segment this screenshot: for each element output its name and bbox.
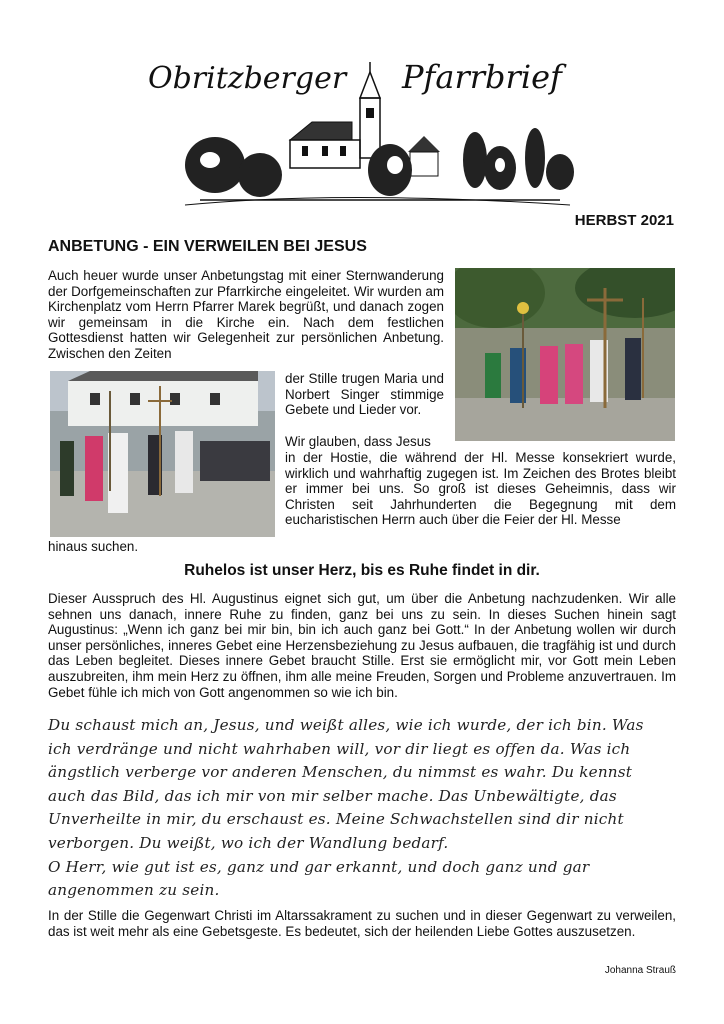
intro-paragraph-narrow: der Stille trugen Maria und Norbert Singer stimmige Gebete und Lieder vor. bbox=[285, 371, 444, 418]
prayer-line: auch das Bild, das ich mir von mir selber mache. Das Unbewältigte, das bbox=[48, 786, 617, 805]
author-signature: Johanna Strauß bbox=[604, 965, 676, 976]
masthead-title-left: Obritzberger bbox=[148, 61, 347, 96]
procession-photo-right bbox=[455, 268, 675, 441]
prayer-block bbox=[48, 714, 678, 903]
prayer-line: verborgen. Du weißt, wo ich der Wandlung bedarf. bbox=[48, 833, 449, 852]
section-subtitle: Ruhelos ist unser Herz, bis es Ruhe findet in dir. bbox=[184, 562, 540, 579]
procession-photo-left bbox=[50, 371, 275, 537]
prayer-line: angenommen zu sein. bbox=[48, 881, 220, 900]
closing-paragraph: In der Stille die Gegenwart Christi im Altarssakrament zu suchen und in dieser Gegenwart zu verweilen, das ist weit mehr als eine Gebetsgeste. Es bedeutet, sich der heilenden Liebe Gottes auszusetzen. bbox=[48, 908, 676, 939]
prayer-line: ich verdränge und nicht wahrhaben will, vor dir liegt es offen da. Was ich bbox=[48, 739, 631, 758]
prayer-line: O Herr, wie gut ist es, ganz und gar erkannt, und doch ganz und gar bbox=[48, 857, 590, 876]
body-paragraph: Dieser Ausspruch des Hl. Augustinus eignet sich gut, um über die Anbetung nachzudenken. Wir alle sehnen uns danach, innere Ruhe zu finden, ganz bei uns zu sein. In dieses Suchen hinein sagt Augustinus: „Wenn ich ganz bei mir bin, bin ich auch ganz bei Gott.“ In der Anbetung wollen wir durch unser persönliches, inneres Gebet eine Herzensbeziehung zu Jesus aufbauen, die tragfähig ist und durch das Leben begleitet. Dieses innere Gebet braucht Stille. Erst sie ermöglicht mir, vor Gott mein Leben auszubreiten, ihm mein Herz zu öffnen, ihm alle meine Freuden, Sorgen und Probleme anzuvertrauen. Im Gebet fühle ich mich von Gott angenommen so wie ich bin. bbox=[48, 591, 676, 700]
intro-belief-continued: in der Hostie, die während der Hl. Messe konsekriert wurde, wirklich und wahrhaftig zugegen ist. Im Zeichen des Brotes bleibt er immer bei uns. So groß ist dieses Geheimnis, dass wir Christen seit Jahrhunderten die Begegnung mit dem eucharistischen Herrn auch über die Feier der Hl. Messe bbox=[285, 450, 676, 528]
article-title: ANBETUNG - EIN VERWEILEN BEI JESUS bbox=[48, 238, 367, 255]
masthead-title-right: Pfarrbrief bbox=[402, 58, 562, 96]
masthead bbox=[140, 40, 590, 215]
intro-end: hinaus suchen. bbox=[48, 539, 139, 554]
season-label: HERBST 2021 bbox=[574, 212, 674, 229]
prayer-line: Unverheilte in mir, du erschaust es. Meine Schwachstellen sind dir nicht bbox=[48, 810, 624, 829]
intro-belief-start: Wir glauben, dass Jesus bbox=[285, 434, 431, 449]
prayer-line: Du schaust mich an, Jesus, und weißt alles, wie ich wurde, der ich bin. Was bbox=[48, 716, 644, 734]
intro-paragraph: Auch heuer wurde unser Anbetungstag mit einer Sternwanderung der Dorfgemeinschaften zur Pfarrkirche eingeleitet. Wir wurden am Kirchenplatz vom Herrn Pfarrer Marek begrüßt, und danach zogen wir gemeinsam in die Kirche ein. Nach dem festlichen Gottesdienst hatten wir Gelegenheit zur persönlichen Anbetung. Zwischen den Zeiten bbox=[48, 268, 444, 361]
prayer-line: ängstlich verberge vor anderen Menschen, du nimmst es wahr. Du kennst bbox=[48, 763, 633, 782]
masthead-church-drawing bbox=[140, 40, 590, 215]
